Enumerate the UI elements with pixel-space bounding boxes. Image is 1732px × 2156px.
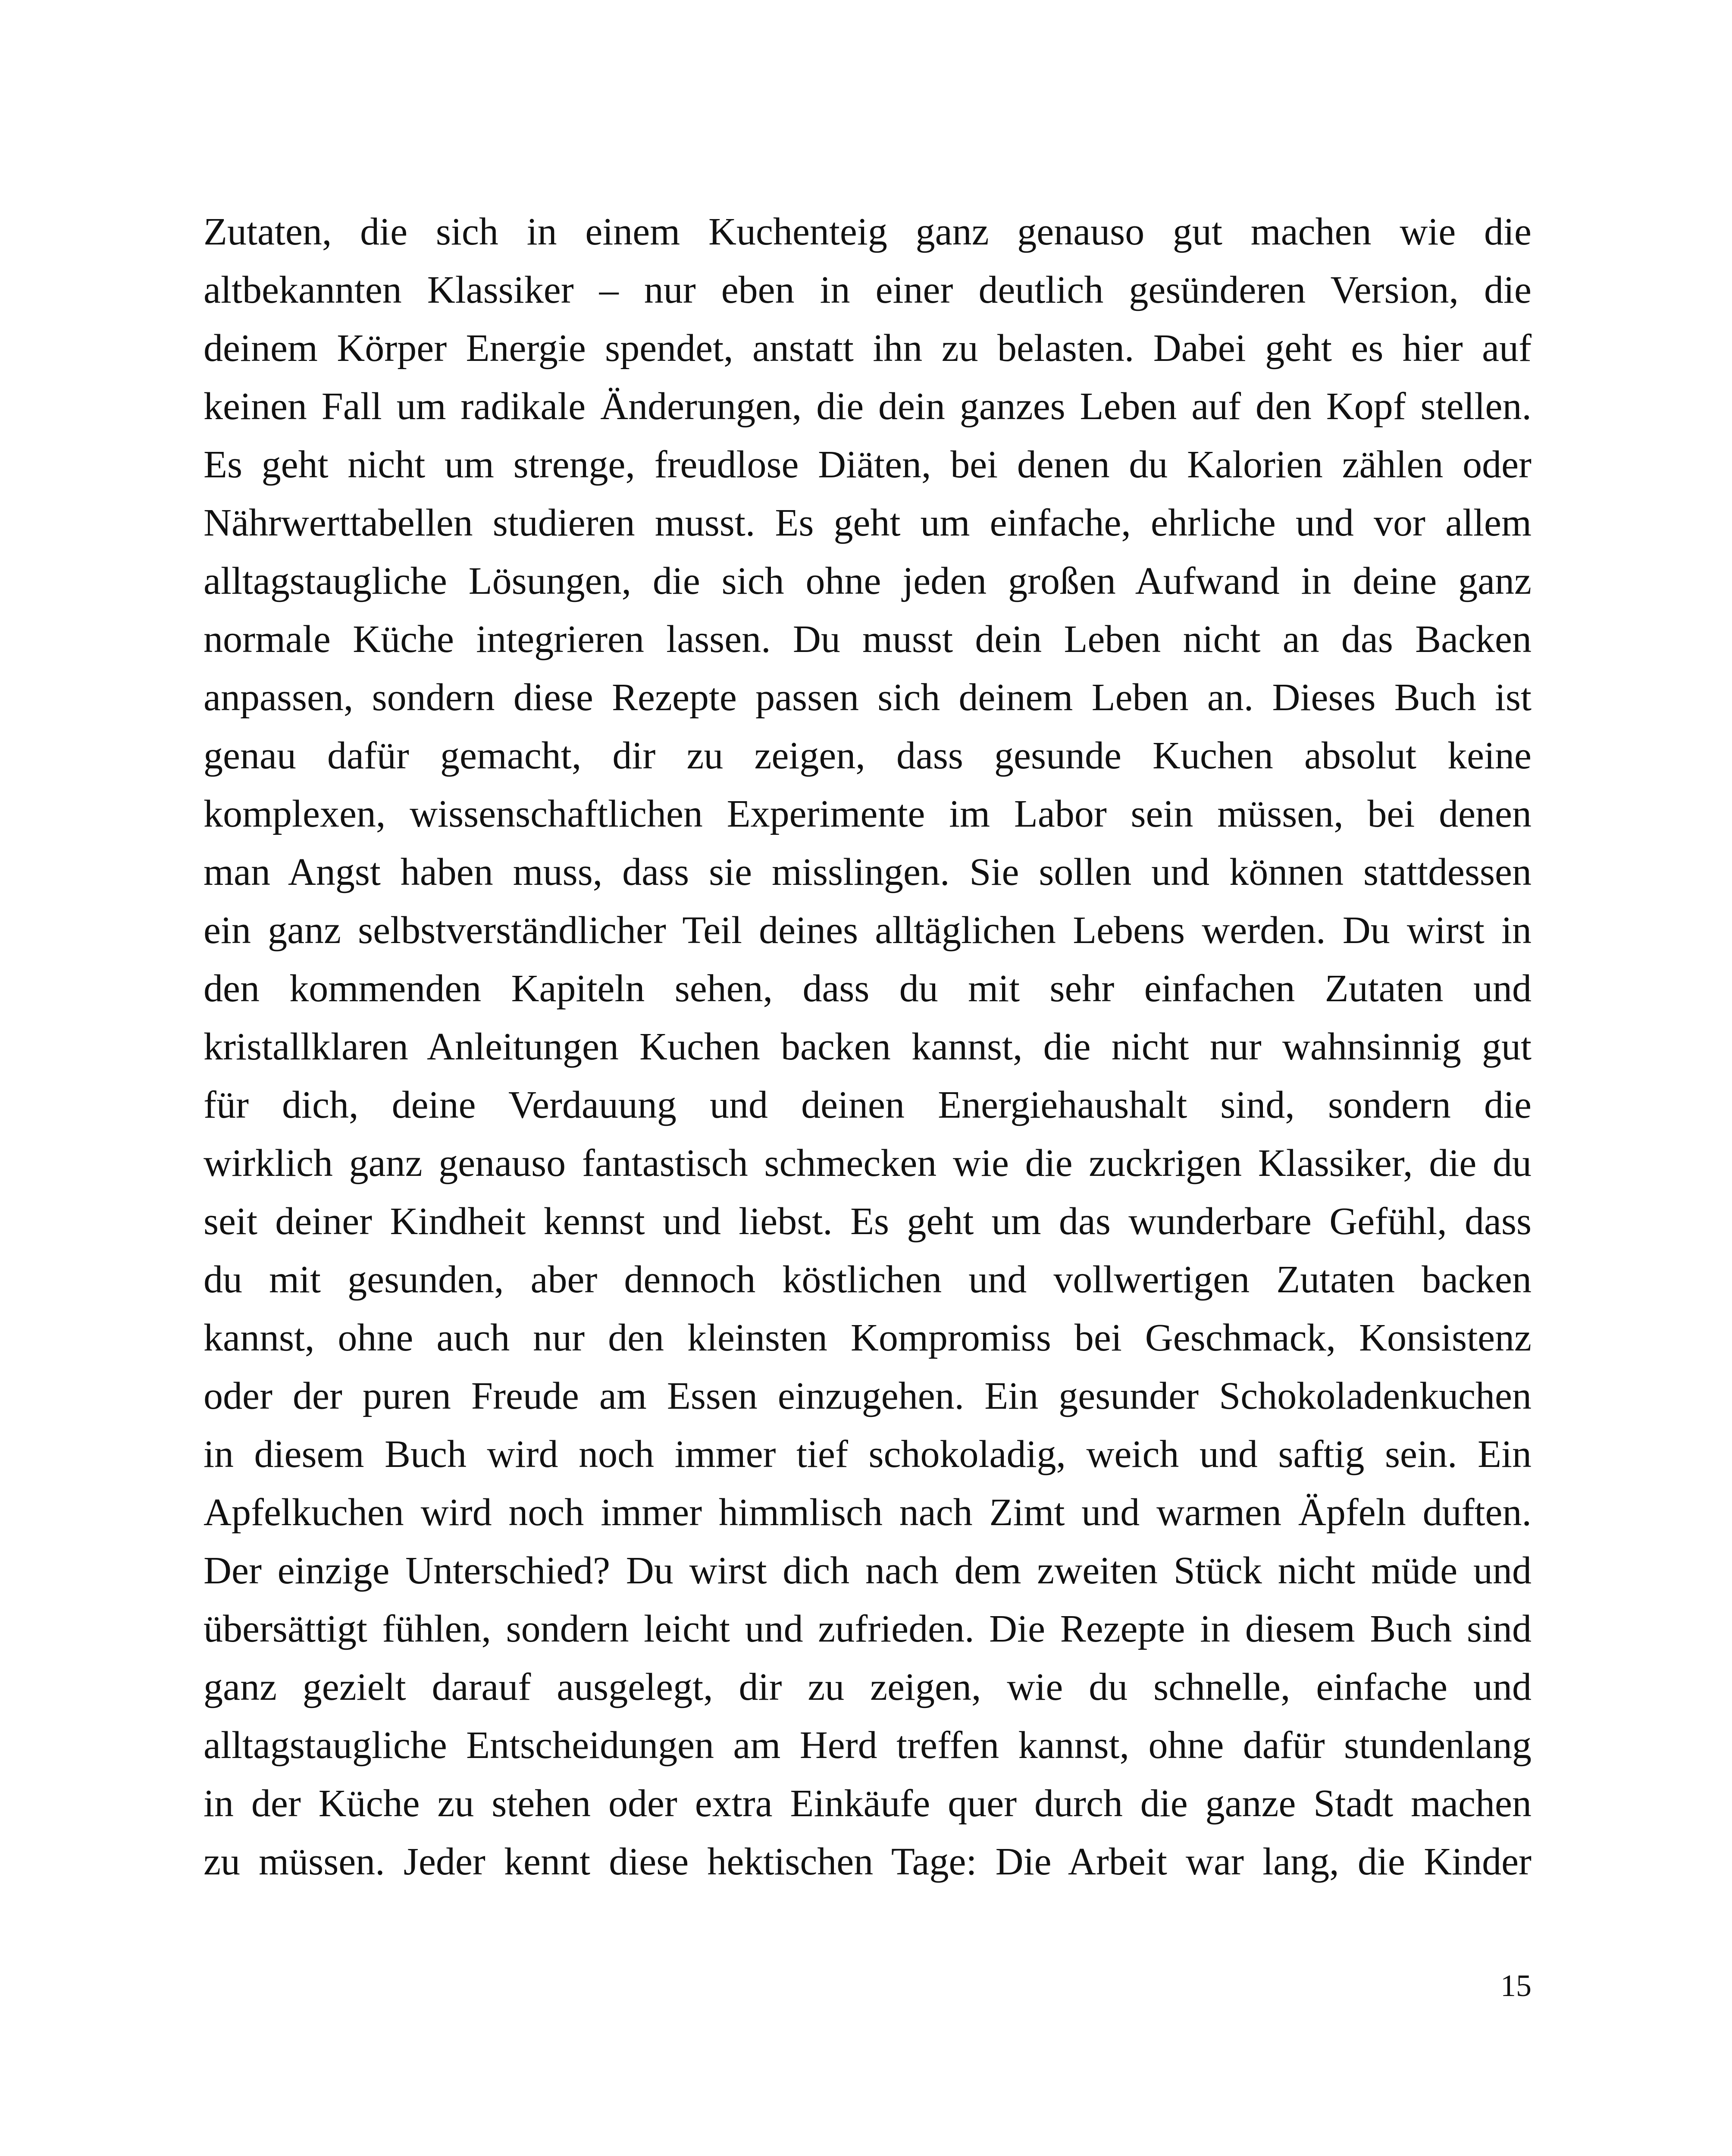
text-line: wirklich ganz genauso fantastisch schmecken wie die zuckrigen Klassiker, die du xyxy=(204,1142,1532,1185)
text-line: Es geht nicht um strenge, freudlose Diäten, bei denen du Kalorien zählen oder xyxy=(204,443,1532,486)
text-line: Der einzige Unterschied? Du wirst dich nach dem zweiten Stück nicht müde und xyxy=(204,1549,1532,1592)
text-line: deinem Körper Energie spendet, anstatt ihn zu belasten. Dabei geht es hier auf xyxy=(204,327,1532,370)
text-line: den kommenden Kapiteln sehen, dass du mit sehr einfachen Zutaten und xyxy=(204,967,1532,1010)
text-line: kristallklaren Anleitungen Kuchen backen kannst, die nicht nur wahnsinnig gut xyxy=(204,1025,1532,1068)
text-line: altbekannten Klassiker – nur eben in einer deutlich gesünderen Version, die xyxy=(204,269,1532,311)
text-line: übersättigt fühlen, sondern leicht und zufrieden. Die Rezepte in diesem Buch sind xyxy=(204,1608,1532,1650)
text-line: oder der puren Freude am Essen einzugehen. Ein gesunder Schokoladenkuchen xyxy=(204,1375,1532,1417)
text-line: genau dafür gemacht, dir zu zeigen, dass gesunde Kuchen absolut keine xyxy=(204,734,1532,777)
text-line: ganz gezielt darauf ausgelegt, dir zu zeigen, wie du schnelle, einfache und xyxy=(204,1666,1532,1708)
text-line: seit deiner Kindheit kennst und liebst. Es geht um das wunderbare Gefühl, dass xyxy=(204,1200,1532,1243)
text-line: ein ganz selbstverständlicher Teil deines alltäglichen Lebens werden. Du wirst in xyxy=(204,909,1532,952)
text-line: du mit gesunden, aber dennoch köstlichen und vollwertigen Zutaten backen xyxy=(204,1258,1532,1301)
text-line: Zutaten, die sich in einem Kuchenteig ganz genauso gut machen wie die xyxy=(204,210,1532,253)
text-line: zu müssen. Jeder kennt diese hektischen Tage: Die Arbeit war lang, die Kinder xyxy=(204,1840,1532,1883)
body-paragraph xyxy=(204,203,1532,1891)
text-line: alltagstaugliche Lösungen, die sich ohne jeden großen Aufwand in deine ganz xyxy=(204,560,1532,602)
text-line: komplexen, wissenschaftlichen Experimente im Labor sein müssen, bei denen xyxy=(204,793,1532,835)
text-line: in diesem Buch wird noch immer tief schokoladig, weich und saftig sein. Ein xyxy=(204,1433,1532,1476)
page-number: 15 xyxy=(1500,1968,1532,2003)
text-line: kannst, ohne auch nur den kleinsten Kompromiss bei Geschmack, Konsistenz xyxy=(204,1316,1532,1359)
text-line: alltagstaugliche Entscheidungen am Herd treffen kannst, ohne dafür stundenlang xyxy=(204,1724,1532,1767)
text-line: normale Küche integrieren lassen. Du musst dein Leben nicht an das Backen xyxy=(204,618,1532,661)
text-line: für dich, deine Verdauung und deinen Energiehaushalt sind, sondern die xyxy=(204,1084,1532,1126)
text-line: man Angst haben muss, dass sie misslingen. Sie sollen und können stattdessen xyxy=(204,851,1532,893)
text-line: Nährwerttabellen studieren musst. Es geht um einfache, ehrliche und vor allem xyxy=(204,501,1532,544)
text-line: anpassen, sondern diese Rezepte passen sich deinem Leben an. Dieses Buch ist xyxy=(204,676,1532,719)
text-line: keinen Fall um radikale Änderungen, die dein ganzes Leben auf den Kopf stellen. xyxy=(204,385,1532,428)
text-line: in der Küche zu stehen oder extra Einkäufe quer durch die ganze Stadt machen xyxy=(204,1782,1532,1825)
text-line: Apfelkuchen wird noch immer himmlisch nach Zimt und warmen Äpfeln duften. xyxy=(204,1491,1532,1534)
